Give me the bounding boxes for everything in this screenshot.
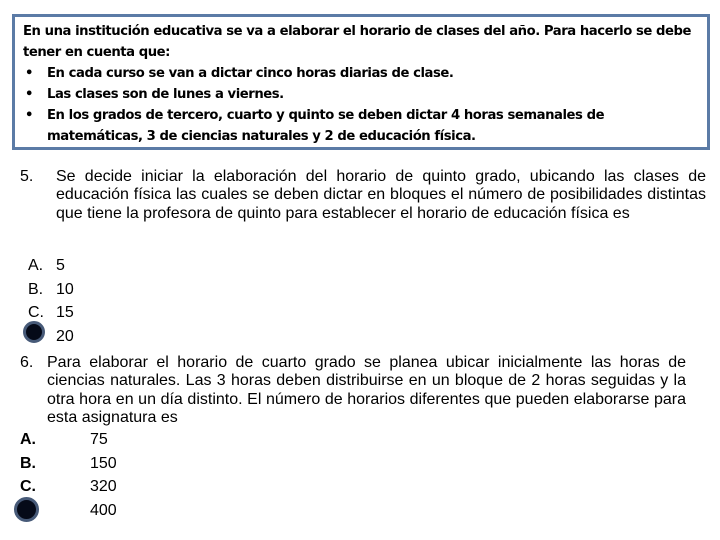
option-value: 400 <box>90 502 117 519</box>
option-letter: A. <box>28 257 44 274</box>
option-value: 10 <box>56 281 74 298</box>
question-text: Para elaborar el horario de cuarto grado se planea ubicar inicialmente las horas de ciencias naturales. Las 3 horas deben distribuirse en un bloque de 2 horas seguidas y la otra hora en un día distinto. El número de horarios diferentes que pueden elaborarse para esta asignatura es <box>47 354 686 426</box>
option-letter: A. <box>20 431 36 448</box>
option-value: 15 <box>56 304 74 321</box>
context-intro: En una institución educativa se va a elaborar el horario de clases del año. Para hacerlo se debe tener en cuenta que: <box>23 24 691 60</box>
option-value: 20 <box>56 328 74 345</box>
option-value: 75 <box>90 431 108 448</box>
option-letter: B. <box>20 455 36 472</box>
question-5 <box>20 168 706 223</box>
question-number: 5. <box>20 168 34 185</box>
option-value: 320 <box>90 478 117 495</box>
selected-answer-marker-icon <box>14 497 39 522</box>
option-letter: C. <box>28 304 44 321</box>
option-value: 150 <box>90 455 117 472</box>
bullet-item: • En los grados de tercero, cuarto y quinto se deben dictar 4 horas semanales de matemáticas, 3 de ciencias naturales y 2 de educación física. <box>23 105 699 147</box>
bullet-item: • Las clases son de lunes a viernes. <box>23 84 699 105</box>
option-letter: C. <box>20 478 36 495</box>
option-letter: B. <box>28 281 44 298</box>
bullet-item: • En cada curso se van a dictar cinco horas diarias de clase. <box>23 63 699 84</box>
context-bullets <box>23 63 699 147</box>
selected-answer-marker-icon <box>23 321 45 343</box>
question-6 <box>20 354 686 427</box>
question-text: Se decide iniciar la elaboración del horario de quinto grado, ubicando las clases de educación física las cuales se deben dictar en bloques el número de posibilidades distintas que tiene la profesora de quinto para establecer el horario de educación física es <box>56 168 706 222</box>
context-box <box>12 14 710 150</box>
question-number: 6. <box>20 354 34 371</box>
option-value: 5 <box>56 257 65 274</box>
